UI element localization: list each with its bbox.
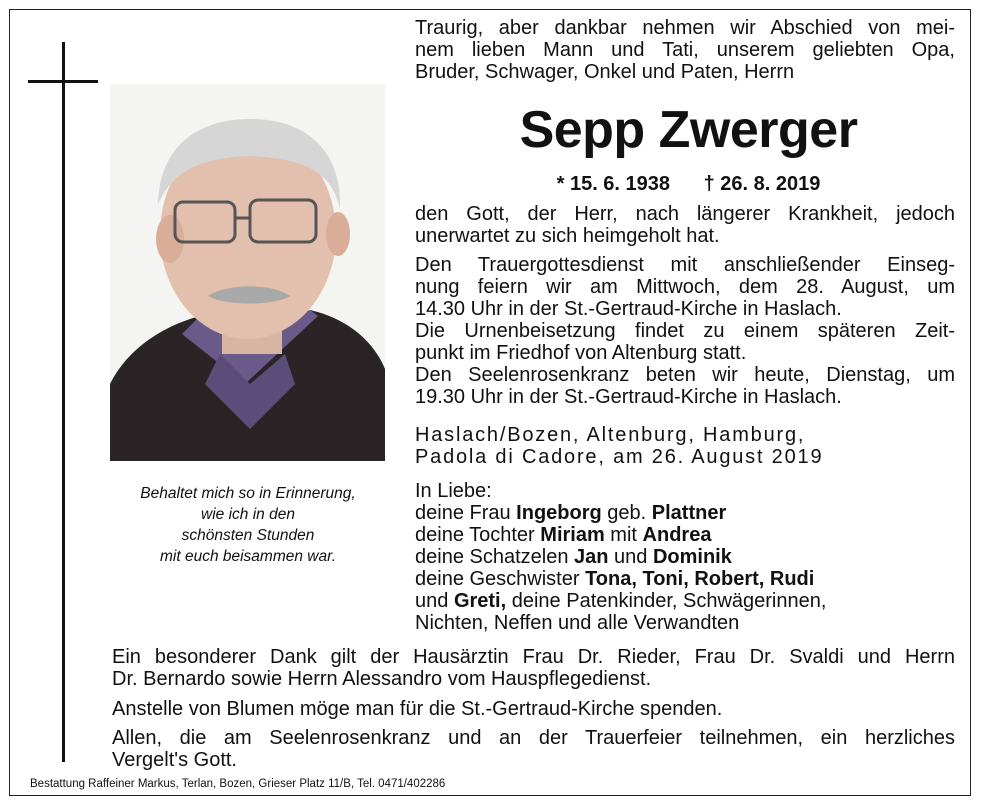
deceased-name: Sepp Zwerger (519, 101, 858, 159)
funeral-home-footer: Bestattung Raffeiner Markus, Terlan, Bozen, Grieser Platz 11/B, Tel. 0471/402286 (30, 778, 446, 790)
intro-text (415, 17, 955, 83)
service-line: Den Trauergottesdienst mit anschließender Einseg- (415, 254, 955, 276)
thanks-line: Ein besonderer Dank gilt der Hausärztin Frau Dr. Rieder, Frau Dr. Svaldi und Herrn (112, 646, 955, 668)
portrait-photo (110, 84, 385, 461)
gratitude-text (112, 727, 955, 771)
quote-line: wie ich in den (201, 506, 295, 523)
flowers-text: Anstelle von Blumen möge man für die St.-Gertraud-Kirche spenden. (112, 698, 723, 720)
mourner-line: deine Frau Ingeborg geb. Plattner (415, 502, 727, 524)
memorial-quote (108, 483, 388, 567)
quote-line: Behaltet mich so in Erinnerung, (140, 485, 356, 502)
passing-line: den Gott, der Herr, nach längerer Krankheit, jedoch (415, 203, 955, 225)
service-text (415, 254, 955, 408)
thanks-text (112, 646, 955, 690)
gratitude-line: Vergelt's Gott. (112, 749, 237, 771)
service-line: Den Seelenrosenkranz beten wir heute, Dienstag, um (415, 364, 955, 386)
service-line: punkt im Friedhof von Altenburg statt. (415, 342, 747, 364)
quote-line: mit euch beisammen war. (159, 548, 337, 565)
life-dates (412, 172, 965, 196)
birth-date: * 15. 6. 1938 (556, 173, 671, 195)
mourner-line: und Greti, deine Patenkinder, Schwägerinnen, (415, 590, 827, 612)
intro-line: nem lieben Mann und Tati, unserem geliebten Opa, (415, 39, 955, 61)
quote-line: schönsten Stunden (181, 527, 315, 544)
passing-text (415, 203, 955, 247)
service-line: nung feiern wir am Mittwoch, dem 28. August, um (415, 276, 955, 298)
mourners-list (415, 480, 826, 634)
service-line: 14.30 Uhr in der St.-Gertraud-Kirche in Haslach. (415, 298, 842, 320)
passing-line: unerwartet zu sich heimgeholt hat. (415, 225, 720, 247)
death-date: † 26. 8. 2019 (703, 173, 821, 195)
mourner-line: deine Tochter Miriam mit Andrea (415, 524, 712, 546)
intro-line: Traurig, aber dankbar nehmen wir Abschied von mei- (415, 17, 955, 39)
mourners-heading: In Liebe: (415, 480, 492, 502)
service-line: Die Urnenbeisetzung findet zu einem späteren Zeit- (415, 320, 955, 342)
mourner-line: deine Geschwister Tona, Toni, Robert, Rudi (415, 568, 815, 590)
thanks-line: Dr. Bernardo sowie Herrn Alessandro vom Hauspflegedienst. (112, 668, 652, 690)
mourner-line: Nichten, Neffen und alle Verwandten (415, 612, 740, 634)
place-line: Padola di Cadore, am 26. August 2019 (415, 446, 824, 468)
mourner-line: deine Schatzelen Jan und Dominik (415, 546, 732, 568)
place-line: Haslach/Bozen, Altenburg, Hamburg, (415, 424, 806, 446)
gratitude-line: Allen, die am Seelenrosenkranz und an der Trauerfeier teilnehmen, ein herzliches (112, 727, 955, 749)
service-line: 19.30 Uhr in der St.-Gertraud-Kirche in Haslach. (415, 386, 842, 408)
place-date (415, 424, 823, 468)
intro-line: Bruder, Schwager, Onkel und Paten, Herrn (415, 61, 795, 83)
cross-icon (62, 42, 65, 762)
cross-icon-bar (28, 80, 98, 83)
